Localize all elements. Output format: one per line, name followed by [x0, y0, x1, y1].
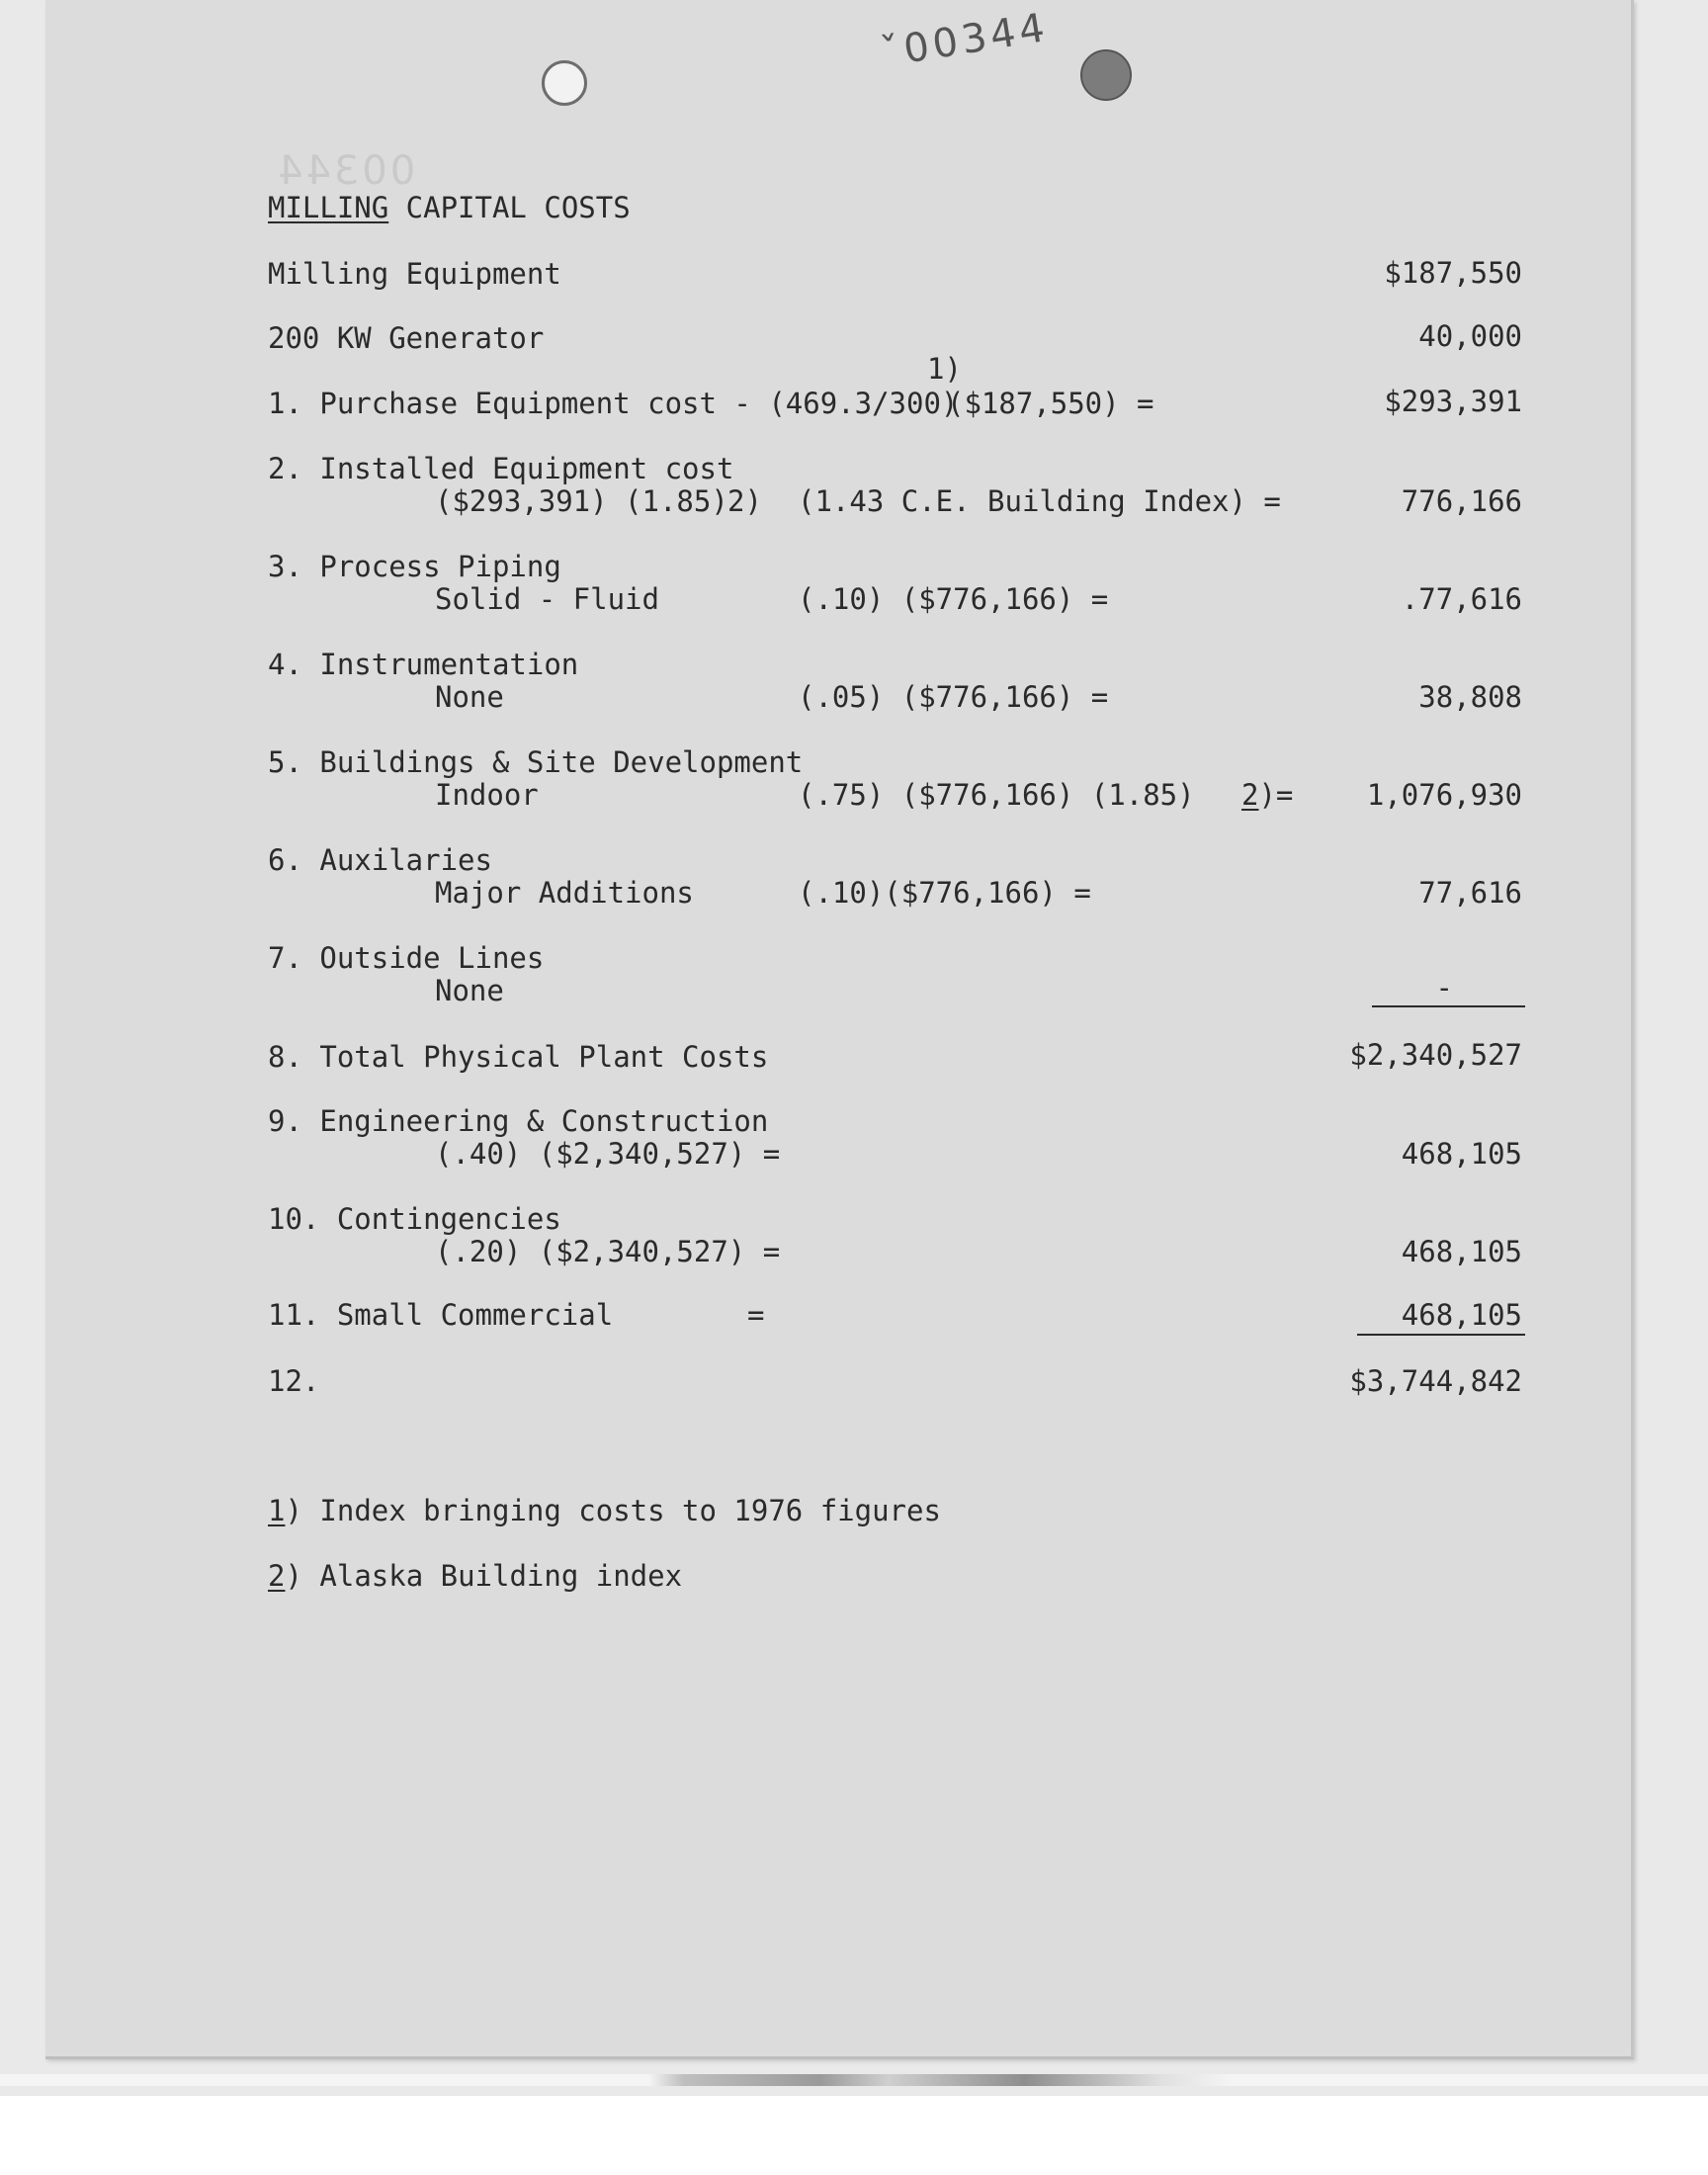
- row-8-value: $2,340,527: [1349, 1038, 1522, 1072]
- footnote-2: 2) Alaska Building index: [268, 1559, 683, 1593]
- generator-label: 200 KW Generator: [268, 321, 545, 355]
- row-10-sub: (.20) ($2,340,527) =: [435, 1235, 781, 1268]
- row-5-ref: 2)=: [1241, 778, 1294, 812]
- scan-edge-strip: [0, 2074, 1708, 2086]
- row-7-value: -: [1435, 971, 1453, 1004]
- punch-hole-left: [542, 60, 587, 106]
- row-1-formula: ($187,550) =: [947, 387, 1154, 420]
- row-5-value: 1,076,930: [1366, 778, 1522, 812]
- row-5-label: 5. Buildings & Site Development: [268, 745, 804, 779]
- bleed-through-mark: 00344: [275, 148, 416, 194]
- row-6-sub: Major Additions: [435, 876, 694, 910]
- row-9-sub: (.40) ($2,340,527) =: [435, 1137, 781, 1171]
- row-11-equals: =: [747, 1298, 765, 1332]
- subtotal-rule: [1372, 1005, 1525, 1007]
- paper-sheet: [45, 0, 1634, 2059]
- row-1-value: $293,391: [1384, 385, 1522, 418]
- row-2-formula-a: ($293,391) (1.85): [435, 484, 728, 518]
- row-4-label: 4. Instrumentation: [268, 648, 579, 681]
- row-11-label: 11. Small Commercial: [268, 1298, 614, 1332]
- row-6-value: 77,616: [1418, 876, 1522, 910]
- row-7-label: 7. Outside Lines: [268, 941, 545, 975]
- row-1-label: 1. Purchase Equipment cost - (469.3/300): [268, 387, 959, 420]
- milling-equipment-value: $187,550: [1384, 256, 1522, 290]
- punch-hole-right: [1080, 49, 1132, 101]
- row-11-value: 468,105: [1401, 1298, 1522, 1332]
- row-6-formula: (.10)($776,166) =: [798, 876, 1091, 910]
- total-rule: [1357, 1334, 1525, 1336]
- row-5-sub: Indoor: [435, 778, 539, 812]
- row-4-value: 38,808: [1418, 680, 1522, 714]
- row-8-label: 8. Total Physical Plant Costs: [268, 1040, 769, 1074]
- row-12-label: 12.: [268, 1364, 320, 1398]
- row-2-ref: 2): [727, 484, 762, 518]
- row-4-formula: (.05) ($776,166) =: [798, 680, 1109, 714]
- row-2-formula-b: (1.43 C.E. Building Index) =: [798, 484, 1281, 518]
- row-3-label: 3. Process Piping: [268, 550, 561, 583]
- row-7-sub: None: [435, 974, 504, 1007]
- page-title: MILLING CAPITAL COSTS: [268, 191, 631, 224]
- page-number-stamp: ˇ00344: [877, 4, 1052, 77]
- row-10-value: 468,105: [1401, 1235, 1522, 1268]
- footnote-1: 1) Index bringing costs to 1976 figures: [268, 1494, 941, 1527]
- row-2-value: 776,166: [1401, 484, 1522, 518]
- row-10-label: 10. Contingencies: [268, 1202, 561, 1236]
- row-3-formula: (.10) ($776,166) =: [798, 582, 1109, 616]
- footnote-ref-1: 1): [927, 352, 962, 386]
- row-4-sub: None: [435, 680, 504, 714]
- generator-value: 40,000: [1418, 319, 1522, 353]
- row-9-label: 9. Engineering & Construction: [268, 1104, 769, 1138]
- row-5-formula: (.75) ($776,166) (1.85): [798, 778, 1195, 812]
- row-2-label: 2. Installed Equipment cost: [268, 452, 734, 485]
- row-6-label: 6. Auxilaries: [268, 843, 492, 877]
- row-3-value: .77,616: [1401, 582, 1522, 616]
- row-12-value: $3,744,842: [1349, 1364, 1522, 1398]
- milling-equipment-label: Milling Equipment: [268, 257, 561, 291]
- row-3-sub: Solid - Fluid: [435, 582, 659, 616]
- row-9-value: 468,105: [1401, 1137, 1522, 1171]
